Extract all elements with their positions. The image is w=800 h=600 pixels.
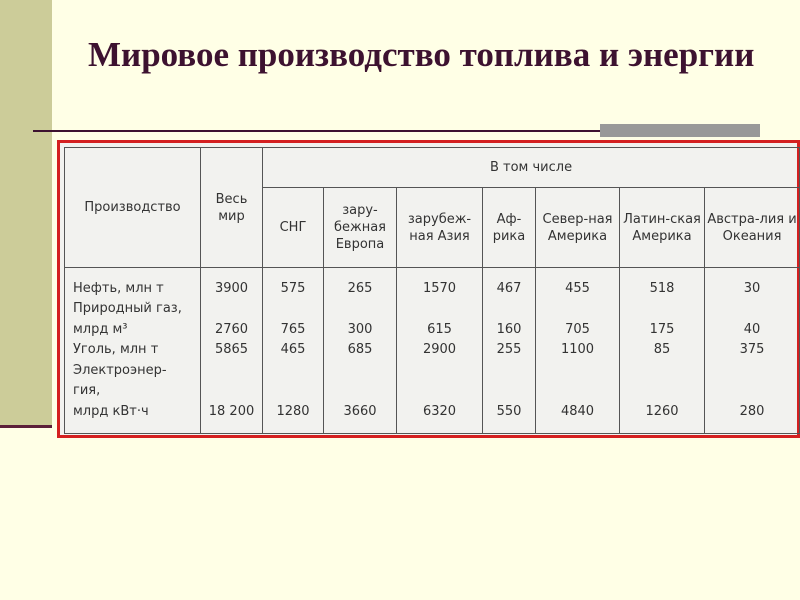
value-cell: 2900 <box>422 342 457 357</box>
table-header-row <box>65 148 800 188</box>
header-region-cis: СНГ <box>263 188 324 268</box>
value-cell: 685 <box>347 342 373 357</box>
value-cell: 3900 <box>214 281 249 296</box>
value-cell: 1280 <box>276 404 310 419</box>
value-cell: 467 <box>496 281 522 296</box>
product-coal: Уголь, млн т <box>73 342 159 358</box>
value-cell: 2760 <box>214 322 249 337</box>
header-region-africa: Аф-рика <box>483 188 536 268</box>
values-cis <box>263 268 324 434</box>
value-cell: 575 <box>280 281 306 296</box>
value-cell: 280 <box>739 404 765 419</box>
table-frame <box>57 140 800 438</box>
left-accent-line <box>0 425 52 428</box>
value-cell: 518 <box>649 281 675 296</box>
value-cell: 175 <box>649 322 675 337</box>
value-cell: 705 <box>565 322 590 337</box>
value-cell: 3660 <box>343 404 377 419</box>
left-accent-bar <box>0 0 52 425</box>
value-cell: 1100 <box>560 342 595 357</box>
header-region-foreign-asia: зарубеж-ная Азия <box>397 188 483 268</box>
value-cell: 255 <box>496 342 522 357</box>
product-names-cell <box>65 268 201 434</box>
value-cell: 615 <box>427 322 452 337</box>
value-cell: 465 <box>280 342 306 357</box>
slide-title: Мировое производство топлива и энергии <box>88 35 755 74</box>
header-including: В том числе <box>263 148 800 188</box>
value-cell: 85 <box>653 342 671 357</box>
decorative-gray-block <box>600 124 760 137</box>
product-gas-line-2: млрд м³ <box>73 321 128 337</box>
header-region-latin-america: Латин-ская Америка <box>620 188 705 268</box>
value-cell: 375 <box>739 342 765 357</box>
value-cell: 6320 <box>422 404 457 419</box>
header-region-foreign-europe: зару-бежная Европа <box>324 188 397 268</box>
value-cell: 4840 <box>560 404 595 419</box>
values-foreign-europe <box>324 268 397 434</box>
energy-production-table <box>64 147 800 434</box>
product-electricity-line-1: Электроэнер- <box>73 362 167 378</box>
header-production: Производство <box>65 148 201 268</box>
values-north-america <box>536 268 620 434</box>
value-cell: 550 <box>496 404 522 419</box>
values-australia-oceania <box>705 268 800 434</box>
product-electricity-line-2: гия, <box>73 383 101 399</box>
value-cell: 300 <box>347 322 373 337</box>
product-oil: Нефть, млн т <box>73 280 164 296</box>
product-electricity-line-3: млрд кВт·ч <box>73 403 149 419</box>
value-cell: 265 <box>347 281 373 296</box>
value-cell: 160 <box>496 322 522 337</box>
value-cell: 1260 <box>645 404 679 419</box>
header-region-australia-oceania: Австра-лия и Океания <box>705 188 800 268</box>
value-cell: 455 <box>565 281 590 296</box>
values-foreign-asia <box>397 268 483 434</box>
values-africa <box>483 268 536 434</box>
value-cell: 5865 <box>214 342 249 357</box>
product-gas-line-1: Природный газ, <box>73 301 182 317</box>
header-world: Весь мир <box>201 148 263 268</box>
value-cell: 765 <box>280 322 306 337</box>
value-cell: 18 200 <box>208 404 255 419</box>
table-body-row <box>65 268 800 434</box>
values-world <box>201 268 263 434</box>
value-cell: 30 <box>743 281 761 296</box>
value-cell: 40 <box>743 322 761 337</box>
values-latin-america <box>620 268 705 434</box>
header-region-north-america: Север-ная Америка <box>536 188 620 268</box>
value-cell: 1570 <box>422 281 457 296</box>
